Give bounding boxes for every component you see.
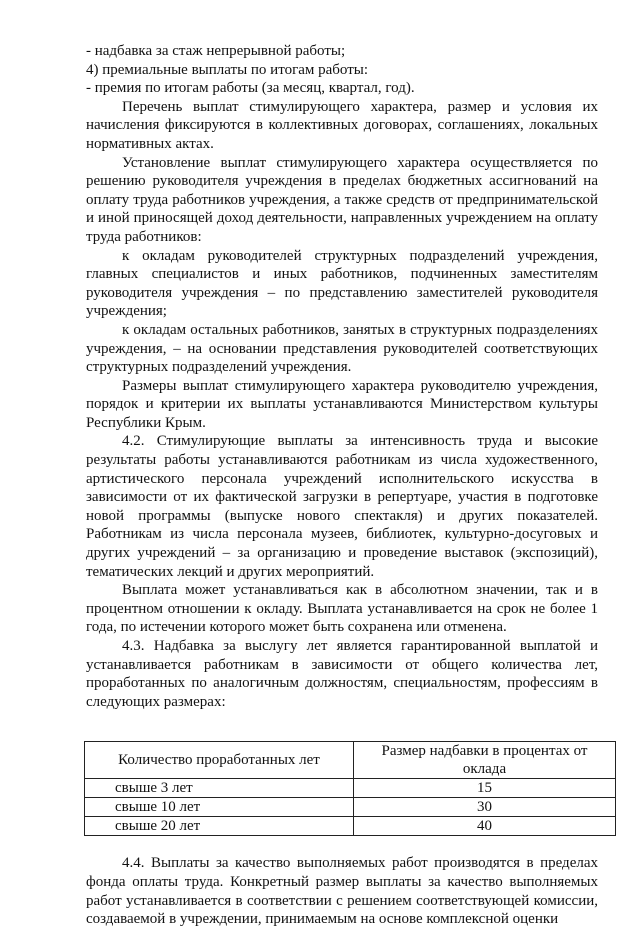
spacer <box>86 836 598 854</box>
table-row <box>85 779 616 798</box>
paragraph-4-3: 4.3. Надбавка за выслугу лет является гарантированной выплатой и устанавливается работникам в зависимости от общего количества лет, проработанных по аналогичным должностям, специальностям, профессиям в следующих размерах: <box>86 638 598 710</box>
table-cell-years: свыше 3 лет <box>85 779 354 798</box>
paragraph-director-payments: Размеры выплат стимулирующего характера руководителю учреждения, порядок и критерии их выплаты устанавливаются Министерством культуры Республики Крым. <box>86 377 598 431</box>
paragraph-establishment: Установление выплат стимулирующего характера осуществляется по решению руководителя учреждения в пределах бюджетных ассигнований на оплату труда работников учреждения, а также средств от предпринимательской и иной приносящей доход деятельности, направленных учреждением на оплату труда работников: <box>86 154 598 245</box>
table-cell-percent: 15 <box>354 779 616 798</box>
paragraph-payment-term: Выплата может устанавливаться как в абсолютном значении, так и в процентном отношении к окладу. Выплата устанавливается на срок не более 1 года, по истечении которого может быть сохранена или отменена. <box>86 582 598 636</box>
table-cell-percent: 30 <box>354 798 616 817</box>
list-item-premium-payments: 4) премиальные выплаты по итогам работы: <box>86 61 369 78</box>
paragraph-heads-salaries: к окладам руководителей структурных подразделений учреждения, главных специалистов и иных работников, подчиненных заместителям руководителя учреждения – по представлению заместителей руководителя учреждения; <box>86 247 598 320</box>
table-cell-percent: 40 <box>354 817 616 836</box>
paragraph-4-2: 4.2. Стимулирующие выплаты за интенсивность труда и высокие результаты работы устанавливаются работникам из числа художественного, артистического персонала учреждений исполнительского искусства в зависимости от их фактической загрузки в репертуаре, участия в подготовке новой программы (выпуске нового спектакля) и других показателей. Работникам из числа персонала музеев, библиотек, культурно-досуговых и других учреждений – за организацию и проведение выставок (экспозиций), тематических лекций и других мероприятий. <box>86 433 598 580</box>
seniority-bonus-table <box>84 741 616 836</box>
table-header-row <box>85 742 616 779</box>
table-cell-years: свыше 10 лет <box>85 798 354 817</box>
paragraph-4-4: 4.4. Выплаты за качество выполняемых работ производятся в пределах фонда оплаты труда. Конкретный размер выплаты за качество выполняемых работ устанавливается в соответствии с решением соответствующей комиссии, создаваемой в учреждении, принимаемым на основе комплексной оценки <box>86 855 598 928</box>
paragraph-other-workers: к окладам остальных работников, занятых в структурных подразделениях учреждения, – на основании представления руководителей соответствующих структурных подразделений учреждения. <box>86 321 598 376</box>
table-header-percent: Размер надбавки в процентах от оклада <box>354 742 616 779</box>
table-row <box>85 798 616 817</box>
bonus-item-continuous-service: - надбавка за стаж непрерывной работы; <box>86 43 346 59</box>
table-row <box>85 817 616 836</box>
paragraph-list-of-payments: Перечень выплат стимулирующего характера, размер и условия их начисления фиксируются в коллективных договорах, соглашениях, локальных нормативных актах. <box>86 98 598 152</box>
bonus-item-period-premium: - премия по итогам работы (за месяц, квартал, год). <box>86 80 415 97</box>
table-header-years: Количество проработанных лет <box>85 742 354 779</box>
table-cell-years: свыше 20 лет <box>85 817 354 836</box>
